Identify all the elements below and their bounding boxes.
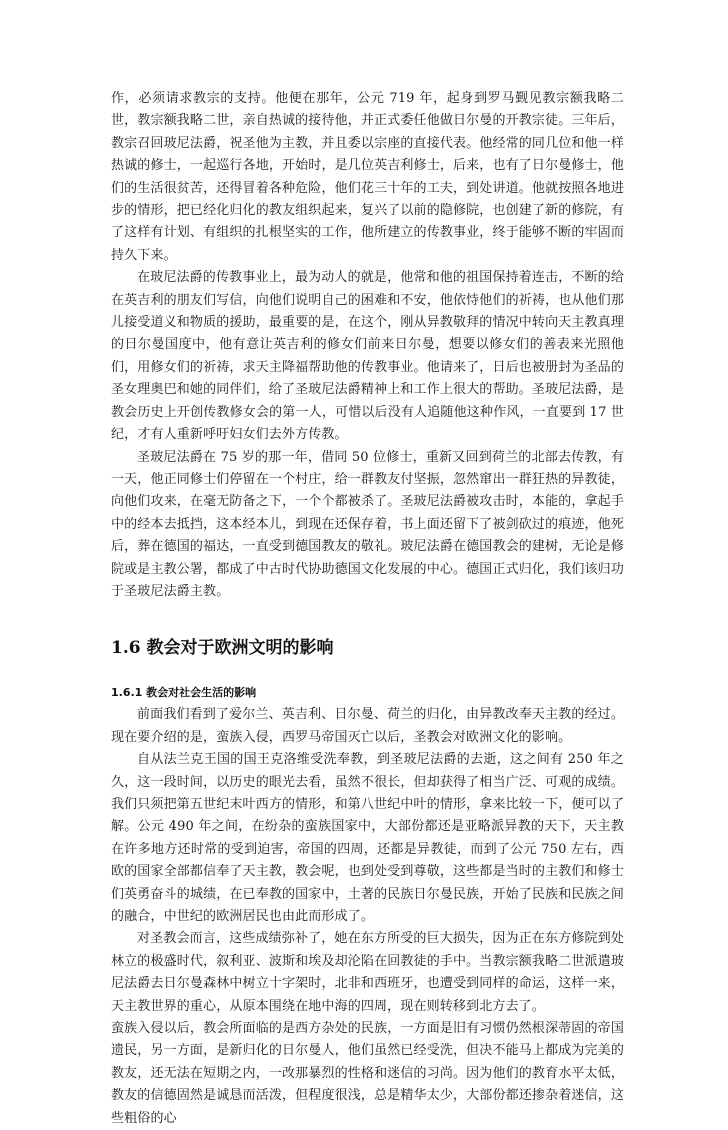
body-paragraph: 蛮族入侵以后，教会所面临的是西方杂处的民族，一方面是旧有习惯仍然根深蒂固的帝国遗民，另一方面，是新归化的日尔曼人，他们虽然已经受洗，但决不能马上都成为完美的教友，还无法在短期之内，一改那暴烈的性格和迷信的习尚。因为他们的教育水平太低，教友的信德固然是诚恳而活泼，但程度很浅，总是精华太少，大部份都还掺杂着迷信，这些粗俗的心 <box>111 1021 624 1126</box>
section-heading: 1.6 教会对于欧洲文明的影响 <box>111 638 334 659</box>
body-paragraph: 作，必须请求教宗的支持。他便在那年，公元 719 年，起身到罗马觐见教宗额我略二世，教宗额我略二世，亲自热诚的接待他，并正式委任他做日尔曼的开教宗徒。三年后，教宗召回玻尼法爵，祝圣他为主教，并且委以宗座的直接代表。他经常的同几位和他一样热诚的修士，一起巡行各地，开始时，是几位英吉利修士，后来，也有了日尔曼修士，他们的生活很贫苦，还得冒着各种危险，他们花三十年的工夫，到处讲道。他就按照各地进步的情形，把已经化归化的教友组织起来，复兴了以前的隐修院，也创建了新的修院，有了这样有计划、有组织的扎根坚实的工作，他所建立的传教事业，终于能够不断的牢固而持久下来。 <box>111 91 624 263</box>
body-paragraph: 对圣教会而言，这些成绩弥补了，她在东方所受的巨大损失，因为正在东方修院到处林立的极盛时代，叙利亚、波斯和埃及却沦陷在回教徒的手中。当教宗额我略二世派遣玻尼法爵去日尔曼森林中树立十字架时，北非和西班牙，也遭受到同样的命运，这样一来，天主教世界的重心，从原本围绕在地中海的四周，现在则转移到北方去了。 <box>111 931 624 1014</box>
subsection-heading: 1.6.1 教会对社会生活的影响 <box>111 686 257 700</box>
body-paragraph: 圣玻尼法爵在 75 岁的那一年，借同 50 位修士，重新又回到荷兰的北部去传教，有一天，他正同修士们停留在一个村庄，给一群教友付坚振，忽然窜出一群狂热的异教徒，向他们攻来，在毫无防备之下，一个个都被杀了。圣玻尼法爵被攻击时，本能的，拿起手中的经本去抵挡，这本经本儿，到现在还保存着，书上面还留下了被剑砍过的痕迹，他死后，葬在德国的福达，一直受到德国教友的敬礼。玻尼法爵在德国教会的建树，无论是修院或是主教公署，都成了中古时代协助德国文化发展的中心。德国正式归化，我们该归功于圣玻尼法爵主教。 <box>111 449 624 599</box>
body-paragraph: 自从法兰克王国的国王克洛维受洗奉教，到圣玻尼法爵的去逝，这之间有 250 年之久，这一段时间，以历史的眼光去看，虽然不很长，但却获得了相当广泛、可观的成绩。我们只须把第五世纪末叶西方的情形，和第八世纪中叶的情形，拿来比较一下，便可以了解。公元 490 年之间，在纷杂的蛮族国家中，大部份都还是亚略派异教的天下，天主教在许多地方还时常的受到迫害，帝国的四周，还都是异教徒，而到了公元 750 左右，西欧的国家全部都信奉了天主教，教会呢，也到处受到尊敬，这些都是当时的主教们和修士们英勇奋斗的城绩，在已奉教的国家中，土著的民族日尔曼民族，开始了民族和民族之间的融合，中世纪的欧洲居民也由此而形成了。 <box>111 752 624 924</box>
body-paragraph: 前面我们看到了爱尔兰、英吉利、日尔曼、荷兰的归化，由异教改奉天主教的经过。现在要介绍的是，蛮族入侵，西罗马帝国灭亡以后，圣教会对欧洲文化的影响。 <box>111 707 624 745</box>
body-paragraph: 在玻尼法爵的传教事业上，最为动人的就是，他常和他的祖国保持着连击，不断的给在英吉利的朋友们写信，向他们说明自己的困难和不安，他依恃他们的祈祷，也从他们那儿接受道义和物质的援助，最重要的是，在这个，刚从异教敬拜的情况中转向天主教真理的日尔曼国度中，他有意让英吉利的修女们前来日尔曼，想要以修女们的善表来光照他们，用修女们的祈祷，求天主降福帮助他的传教事业。他请来了，日后也被册封为圣品的圣女理奥巴和她的同伴们，给了圣玻尼法爵精神上和工作上很大的帮助。圣玻尼法爵，是教会历史上开创传教修女会的第一人，可惜以后没有人追随他这种作风，一直要到 17 世纪，才有人重新呼吁妇女们去外方传教。 <box>111 270 624 443</box>
